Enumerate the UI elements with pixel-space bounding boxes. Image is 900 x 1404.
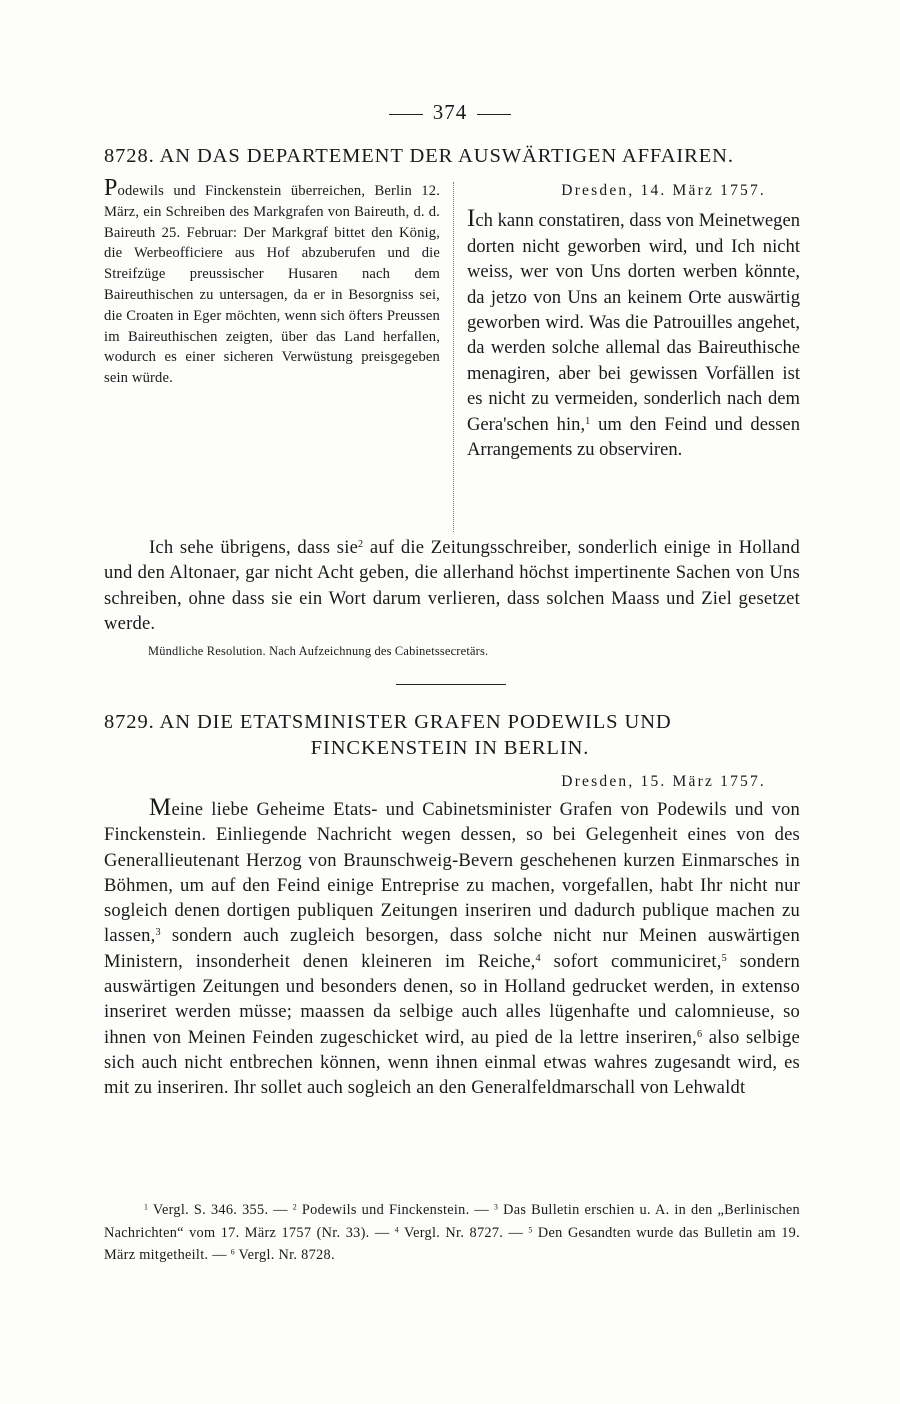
page-number-dash-left	[389, 114, 423, 115]
footnote-ref-6: 6	[696, 1028, 703, 1040]
continuation-text-a: Ich sehe übrigens, dass sie	[149, 537, 359, 558]
letter-8729-text-3: sofort communiciret,	[540, 950, 722, 972]
letter-text-part2: um den Feind und dessen Arrangements zu observiren.	[467, 413, 800, 461]
footnote-2: Podewils und Finckenstein. —	[297, 1202, 494, 1218]
footnote-ref-5: 5	[721, 952, 727, 964]
footnote-mark-4: 4	[394, 1224, 399, 1234]
entry-8728-summary	[104, 175, 440, 389]
footnote-ref-4: 4	[535, 952, 541, 964]
entry-8729-dateline: Dresden, 15. März 1757.	[561, 773, 766, 790]
letter-initial: I	[467, 205, 476, 233]
letter-text-part1: ch kann constatiren, dass von Meinetwegen dorten nicht geworben wird, und Ich nicht weiss, wer von Uns dorten werben könnte, da jetzo von Uns an keinem Orte auswärtig geworben wird. Was die Patrouilles angehet, da werden solche allemal das Baireuthische menagiren, aber bei gewissen Vorfällen ist es nicht zu vermeiden, sonderlich nach dem Gera'schen hin,	[467, 210, 800, 435]
entry-8728-continuation	[104, 535, 800, 637]
entry-8728-letter	[467, 178, 800, 462]
summary-text: odewils und Finckenstein überreichen, Berlin 12. März, ein Schreiben des Markgrafen von Baireuth, d. d. Baireuth 25. Februar: Der Markgraf bittet den König, die Werbeofficiere aus Hof abzuberufen und die Streifzüge preussischer Husaren nach dem Baireuthischen zu untersagen, da er in Besorgniss sei, die Croaten in Eger möchten, wenn sich öfters Preussen im Baireuthischen zeigten, über das Land herfallen, wodurch es einer sicheren Verwüstung preisgegeben sein würde.	[104, 183, 440, 387]
footnote-mark-1: 1	[144, 1202, 149, 1212]
entry-separator	[396, 684, 506, 685]
letter-8729-text-4: sondern auswärtigen Zeitungen und besonders denen, so in Holland gedrucket werden, in extenso inseriret werden müsse; maassen da selbige auch alles lügenhafte und calomnieuse, so ihnen von Meinen Feinden zugeschicket wird, au pied de la lettre inseriren,	[104, 950, 800, 1048]
page-number-value: 374	[432, 100, 468, 124]
page-number-dash-right	[477, 114, 511, 115]
footnote-3: Das Bulletin erschien u. A. in den „Berlinischen Nachrichten“ vom 17. März 1757 (Nr. 33). —	[104, 1202, 800, 1241]
letter-8729-text-2: sondern auch zugleich besorgen, dass solche nicht nur Meinen auswärtigen Ministern, insonderheit denen kleineren im Reiche,	[104, 925, 800, 972]
footnote-1: Vergl. S. 346. 355. —	[148, 1202, 293, 1218]
entry-8728-dateline: Dresden, 14. März 1757.	[561, 182, 766, 199]
summary-initial: P	[104, 175, 118, 201]
entry-8729-heading-line1: 8729. AN DIE ETATSMINISTER GRAFEN PODEWILS UND	[104, 711, 672, 733]
continuation-text-b: auf die Zeitungsschreiber, sonderlich einige in Holland und den Altonaer, gar nicht Acht geben, die allerhand höchst impertinente Sachen von Uns schreiben, ohne dass sie ein Wort darum verlieren, dass solchen Maass und Ziel gesetzet werde.	[104, 537, 800, 635]
footnote-4: Vergl. Nr. 8727. —	[398, 1224, 529, 1241]
letter-8729-initial: M	[149, 794, 172, 821]
footnotes	[104, 1199, 800, 1267]
entry-8729-heading-line2: FINCKENSTEIN IN BERLIN.	[310, 737, 590, 759]
footnote-mark-5: 5	[528, 1224, 533, 1234]
footnote-mark-3: 3	[493, 1202, 499, 1212]
footnote-mark-6: 6	[230, 1247, 235, 1257]
footnote-ref-2: 2	[358, 538, 364, 550]
letter-8729-text-5: also selbige sich auch nicht entbrechen können, wenn ihnen einmal etwas wahres zugesandt wird, es mit zu inseriren. Ihr sollet auch sogleich an den Generalfeldmarschall von Lehwaldt	[104, 1026, 801, 1099]
footnote-6: Vergl. Nr. 8728.	[234, 1247, 335, 1263]
page-number	[0, 100, 900, 125]
entry-8728-heading: 8728. AN DAS DEPARTEMENT DER AUSWÄRTIGEN AFFAIREN.	[104, 145, 734, 167]
footnote-mark-2: 2	[292, 1202, 297, 1212]
column-divider	[453, 182, 454, 532]
entry-8729-letter	[104, 795, 800, 1101]
footnote-5: Den Gesandten wurde das Bulletin am 19. März mitgetheilt. —	[104, 1224, 800, 1263]
letter-8729-text-1: eine liebe Geheime Etats- und Cabinetsminister Grafen von Podewils und von Finckenstein. Einliegende Nachricht wegen dessen, so bei Gelegenheit eines von des Generallieutenant Herzog von Braunschweig-Bevern geschehenen kurzen Einmarsches in Böhmen, um auf den Feind einige Entreprise zu machen, vorgefallen, habt Ihr nicht nur sogleich denen dortigen publiquen Zeitungen inseriren und dadurch publique machen zu lassen,	[104, 799, 800, 947]
footnote-ref-3: 3	[155, 927, 161, 939]
entry-8728-source-note: Mündliche Resolution. Nach Aufzeichnung des Cabinetssecretärs.	[148, 644, 489, 658]
footnote-ref-1: 1	[585, 415, 591, 427]
